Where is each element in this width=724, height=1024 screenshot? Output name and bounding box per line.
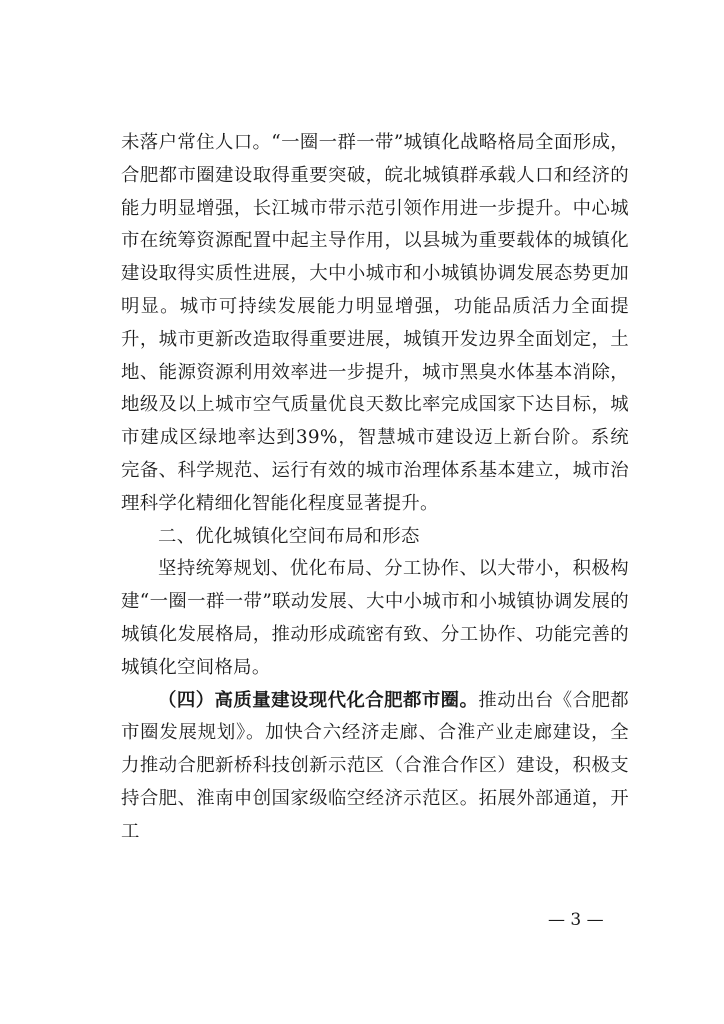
paragraph-hefei-metropolitan [121,685,629,849]
page-number: — 3 — [548,910,604,930]
section-heading: 二、优化城镇化空间布局和形态 [158,525,420,547]
document-body [121,127,629,849]
subsection-body: 推动出台《合肥都市圈发展规划》。加快合六经济走廊、合淮产业走廊建设，全力推动合肥新桥科技创新示范区（合淮合作区）建设，积极支持合肥、淮南申创国家级临空经济示范区。拓展外部通道，开工 [121,689,629,842]
paragraph-urbanization-goals: 未落户常住人口。“一圈一群一带”城镇化战略格局全面形成，合肥都市圈建设取得重要突破，皖北城镇群承载人口和经济的能力明显增强，长江城市带示范引领作用进一步提升。中心城市在统筹资源配置中起主导作用，以县城为重要载体的城镇化建设取得实质性进展，大中小城市和小城镇协调发展态势更加明显。城市可持续发展能力明显增强，功能品质活力全面提升，城市更新改造取得重要进展，城镇开发边界全面划定，土地、能源资源利用效率进一步提升，城市黑臭水体基本消除，地级及以上城市空气质量优良天数比率完成国家下达目标，城市建成区绿地率达到39%，智慧城市建设迈上新台阶。系统完备、科学规范、运行有效的城市治理体系基本建立，城市治理科学化精细化智能化程度显著提升。 [121,132,629,514]
paragraph-spatial-layout: 坚持统筹规划、优化布局、分工协作、以大带小，积极构建“一圈一群一带”联动发展、大中小城市和小城镇协调发展的城镇化发展格局，推动形成疏密有致、分工协作、功能完善的城镇化空间格局。 [121,558,629,678]
subsection-title: （四）高质量建设现代化合肥都市圈。 [158,689,479,711]
